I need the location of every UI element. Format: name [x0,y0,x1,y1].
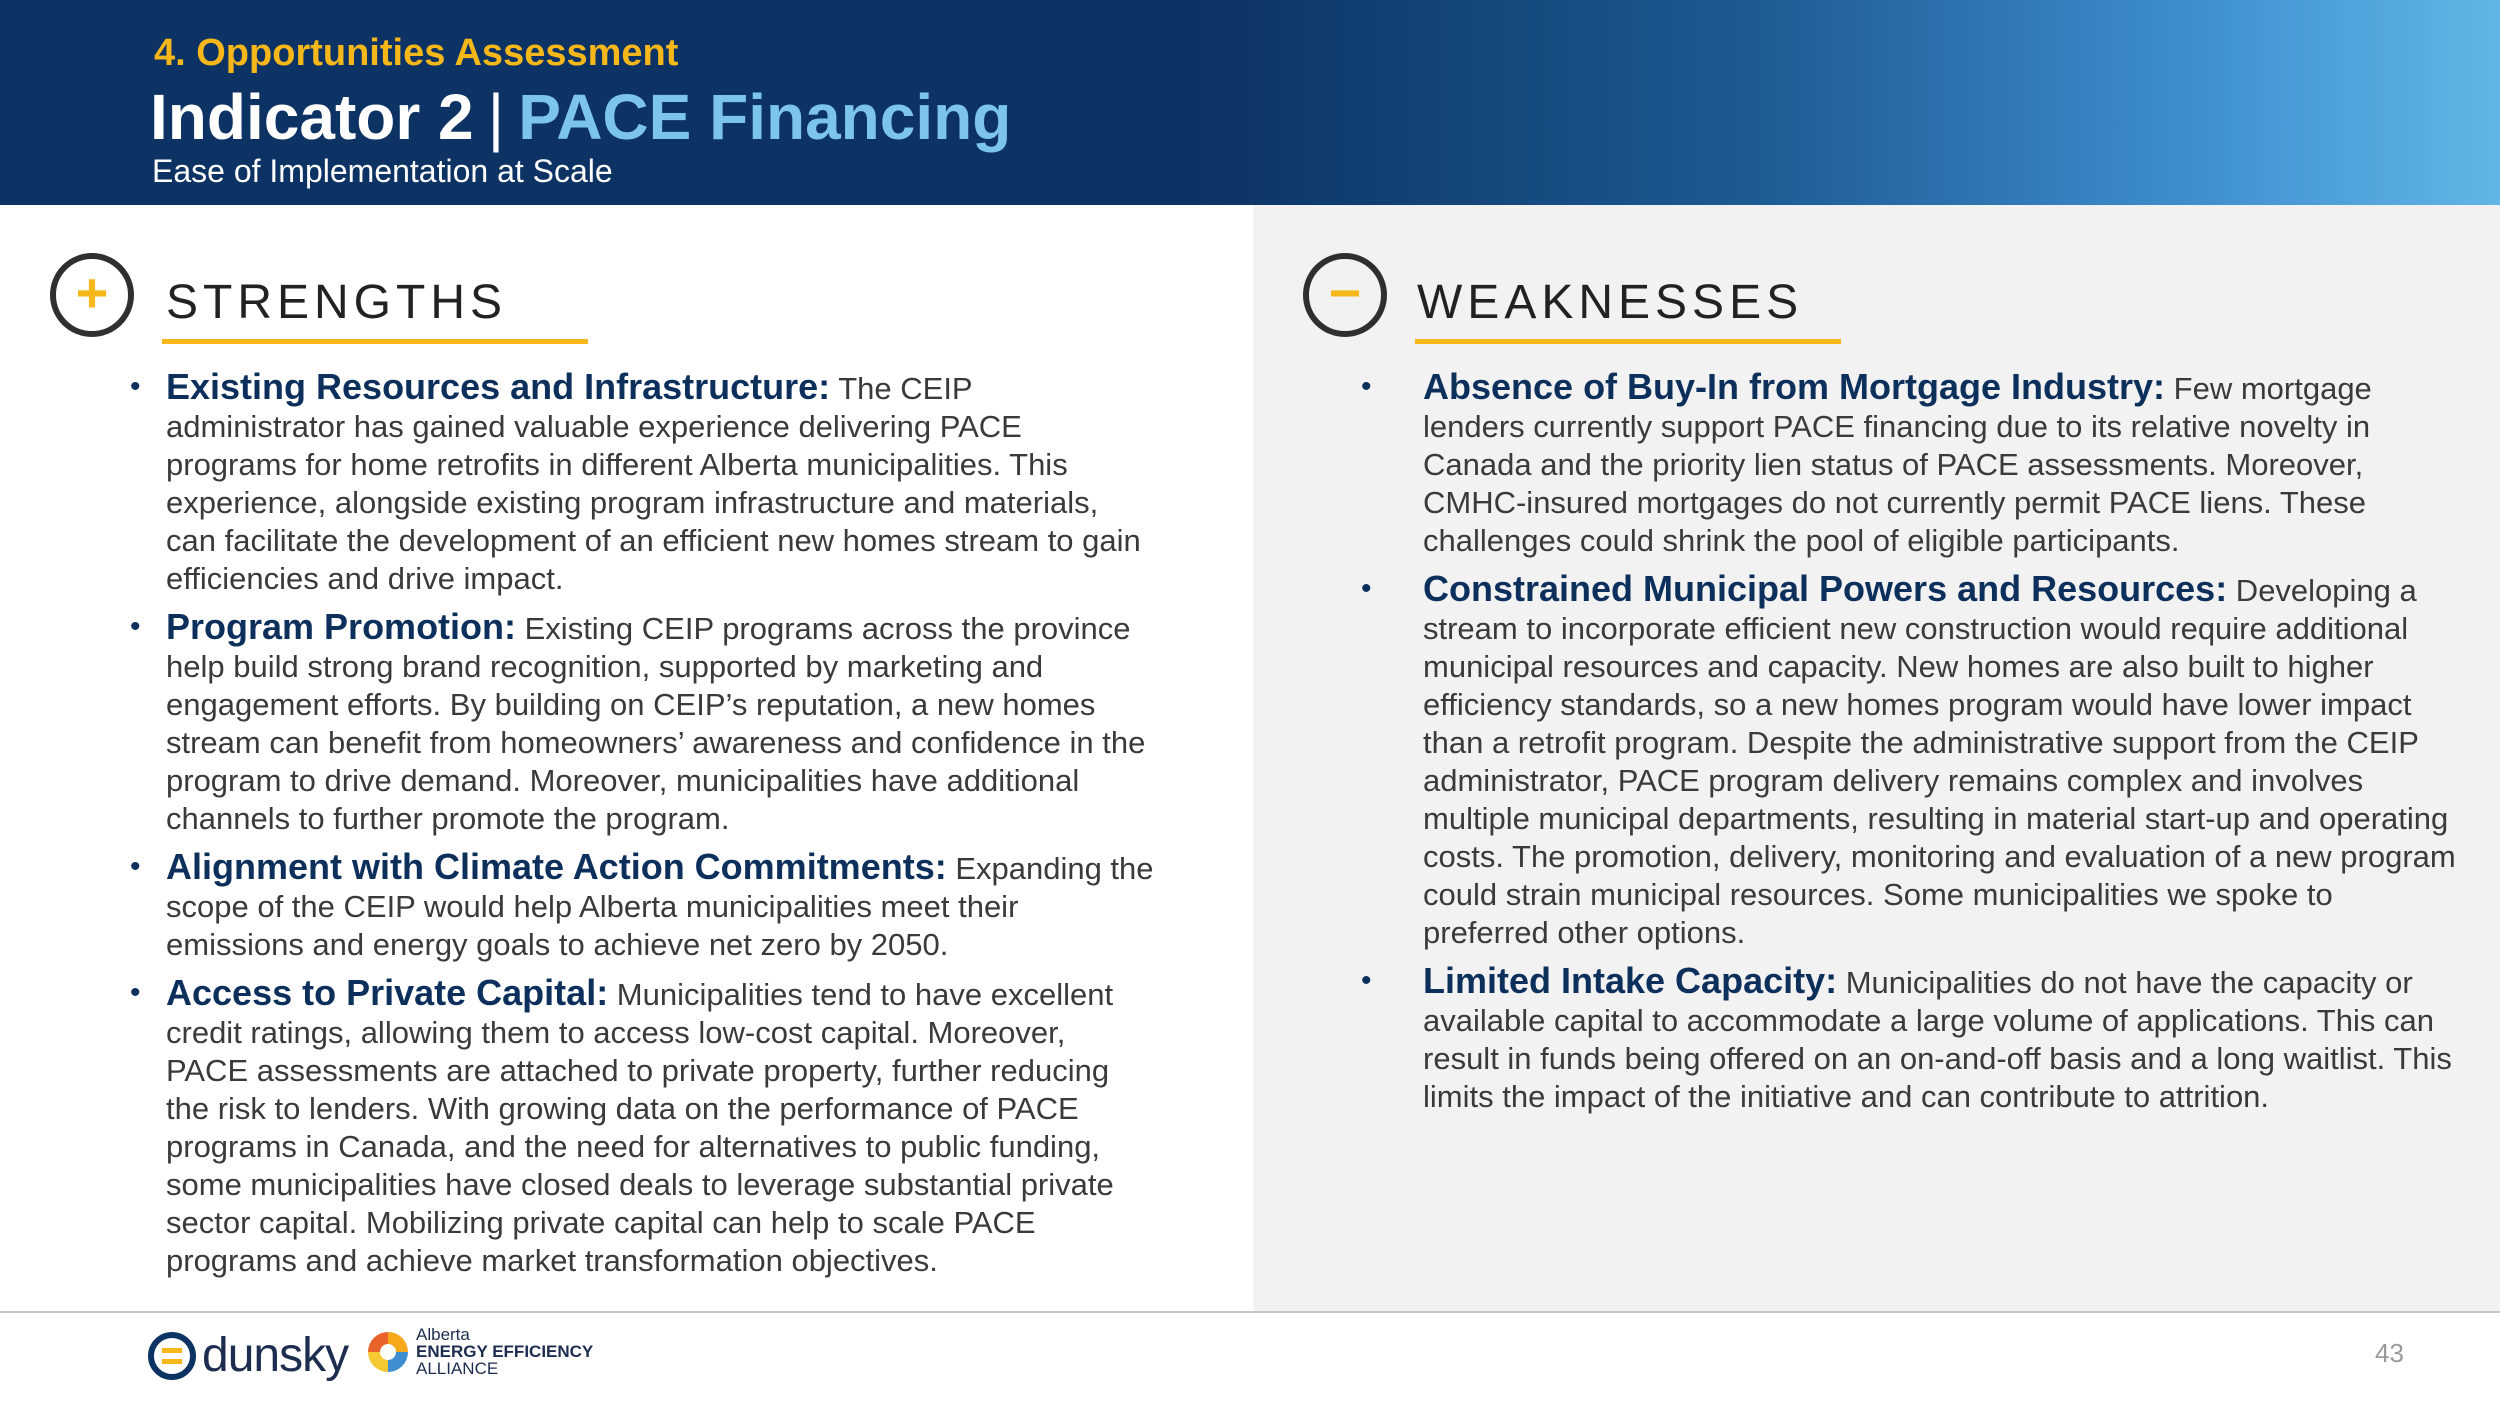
title-separator: | [487,81,505,153]
bullet-icon: • [130,850,141,883]
bullet-icon: • [130,370,141,403]
list-item [124,848,1154,964]
bullet-icon: • [130,976,141,1009]
list-item [124,368,1154,598]
weaknesses-list [1353,368,2463,1126]
title-main: Indicator 2 [150,81,474,153]
item-text: Existing CEIP programs across the province help build strong brand recognition, supported by marketing and engagement efforts. By building on CEIP’s reputation, a new homes stream can benefit from homeowners’ awareness and confidence in the program to drive demand. Moreover, municipalities have additional channels to further promote the program. [166,611,1146,836]
bullet-icon: • [1361,370,1372,403]
item-lead: Limited Intake Capacity: [1423,960,1838,1001]
dunsky-logo [148,1328,348,1383]
title-accent: PACE Financing [518,81,1012,153]
dunsky-logo-icon [148,1332,196,1380]
item-lead: Absence of Buy-In from Mortgage Industry: [1423,366,2166,407]
footer-divider [0,1311,2500,1313]
item-text: Few mortgage lenders currently support PACE financing due to its relative novelty in Canada and the priority lien status of PACE assessments. Moreover, CMHC-insured mortgages do not currently permit PACE liens. These challenges could shrink the pool of eligible participants. [1423,371,2372,558]
aeea-line-1: Alberta [416,1325,470,1344]
list-item [1353,368,2463,560]
item-text: Expanding the scope of the CEIP would help Alberta municipalities meet their emissions and energy goals to achieve net zero by 2050. [166,851,1154,962]
page-subtitle: Ease of Implementation at Scale [152,153,613,189]
bullet-icon: • [1361,964,1372,997]
item-lead: Alignment with Climate Action Commitments: [166,846,947,887]
dunsky-logo-text: dunsky [202,1329,349,1382]
minus-icon-symbol: − [1328,261,1362,324]
item-text: Developing a stream to incorporate efficient new construction would require additional municipal resources and capacity. New homes are also built to higher efficiency standards, so a new homes program would have lower impact than a retrofit program. Despite the administrative support from the CEIP administrator, PACE program delivery remains complex and involves multiple municipal departments, resulting in material start-up and operating costs. The promotion, delivery, monitoring and evaluation of a new program could strain municipal resources. Some municipalities we spoke to preferred other options. [1423,573,2456,950]
bullet-icon: • [130,610,141,643]
strengths-list [124,368,1154,1290]
page-title [150,80,1011,154]
item-lead: Access to Private Capital: [166,972,609,1013]
item-text: Municipalities do not have the capacity or available capital to accommodate a large volume of applications. This can result in funds being offered on an on-and-off basis and a long waitlist. This limits the impact of the initiative and can contribute to attrition. [1423,965,2452,1114]
weaknesses-heading-underline [1415,339,1841,344]
list-item [1353,962,2463,1116]
plus-icon [50,253,134,337]
item-lead: Existing Resources and Infrastructure: [166,366,831,407]
aeea-logo [364,1326,593,1377]
strengths-heading: STRENGTHS [166,276,508,329]
plus-icon-symbol: + [75,261,109,324]
list-item [1353,570,2463,952]
aeea-logo-icon [364,1328,412,1376]
item-text: Municipalities tend to have excellent credit ratings, allowing them to access low-cost capital. Moreover, PACE assessments are attached to private property, further reducing the risk to lenders. With growing data on the performance of PACE programs in Canada, and the need for alternatives to public funding, some municipalities have closed deals to leverage substantial private sector capital. Mobilizing private capital can help to scale PACE programs and achieve market transformation objectives. [166,977,1114,1278]
header-banner [0,0,2500,205]
section-label: 4. Opportunities Assessment [154,32,679,74]
weaknesses-heading: WEAKNESSES [1417,276,1804,329]
item-lead: Program Promotion: [166,606,517,647]
list-item [124,608,1154,838]
item-lead: Constrained Municipal Powers and Resources: [1423,568,2228,609]
bullet-icon: • [1361,572,1372,605]
page-number: 43 [2375,1338,2404,1368]
aeea-line-2: ENERGY EFFICIENCY [416,1342,594,1361]
minus-icon [1303,253,1387,337]
strengths-heading-underline [162,339,588,344]
item-text: The CEIP administrator has gained valuable experience delivering PACE programs for home retrofits in different Alberta municipalities. This experience, alongside existing program infrastructure and materials, can facilitate the development of an efficient new homes stream to gain efficiencies and drive impact. [166,371,1141,596]
aeea-logo-text [416,1326,593,1377]
list-item [124,974,1154,1280]
aeea-line-3: ALLIANCE [416,1359,499,1378]
